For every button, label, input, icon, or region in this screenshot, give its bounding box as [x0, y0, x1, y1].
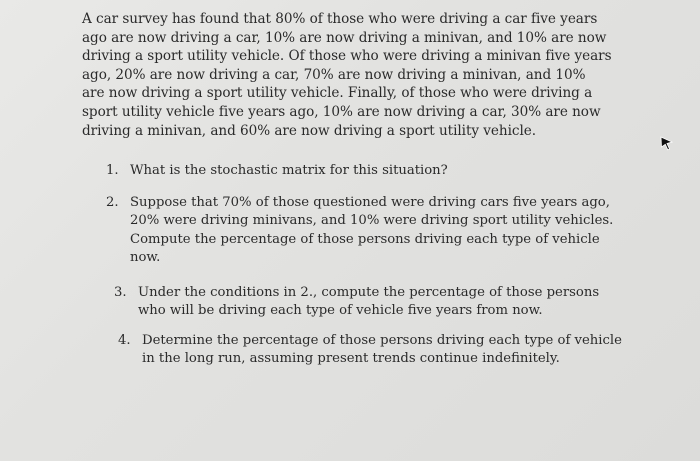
question-number: 3. [114, 285, 127, 300]
question-line: What is the stochastic matrix for this situation? [130, 163, 448, 178]
question-line: Determine the percentage of those persons driving each type of vehicle [142, 333, 622, 348]
question-2 [106, 194, 614, 268]
intro-line: A car survey has found that 80% of those who were driving a car five years [82, 11, 598, 27]
question-line: Under the conditions in 2., compute the percentage of those persons [138, 285, 600, 300]
question-line: now. [130, 250, 161, 266]
question-number: 2. [106, 195, 119, 210]
mouse-pointer-icon [660, 136, 674, 152]
question-1 [106, 162, 448, 180]
intro-line: sport utility vehicle five years ago, 10% are now driving a car, 30% are now [82, 103, 601, 120]
intro-line: driving a minivan, and 60% are now driving a sport utility vehicle. [82, 122, 537, 139]
intro-line: ago, 20% are now driving a car, 70% are now driving a minivan, and 10% [82, 66, 586, 83]
problem-statement [82, 10, 612, 140]
question-4 [118, 332, 622, 369]
question-line: in the long run, assuming present trends continue indefinitely. [142, 351, 560, 367]
question-line: who will be driving each type of vehicle five years from now. [138, 303, 543, 319]
intro-line: ago are now driving a car, 10% are now driving a minivan, and 10% are now [82, 29, 607, 46]
intro-line: are now driving a sport utility vehicle. Finally, of those who were driving a [82, 85, 593, 102]
question-line: Suppose that 70% of those questioned were driving cars five years ago, [130, 195, 610, 210]
question-number: 1. [106, 163, 119, 178]
question-number: 4. [118, 333, 131, 348]
question-line: Compute the percentage of those persons driving each type of vehicle [130, 231, 600, 247]
question-3 [114, 284, 600, 321]
question-line: 20% were driving minivans, and 10% were driving sport utility vehicles. [130, 213, 614, 229]
intro-line: driving a sport utility vehicle. Of those who were driving a minivan five years [82, 48, 612, 65]
